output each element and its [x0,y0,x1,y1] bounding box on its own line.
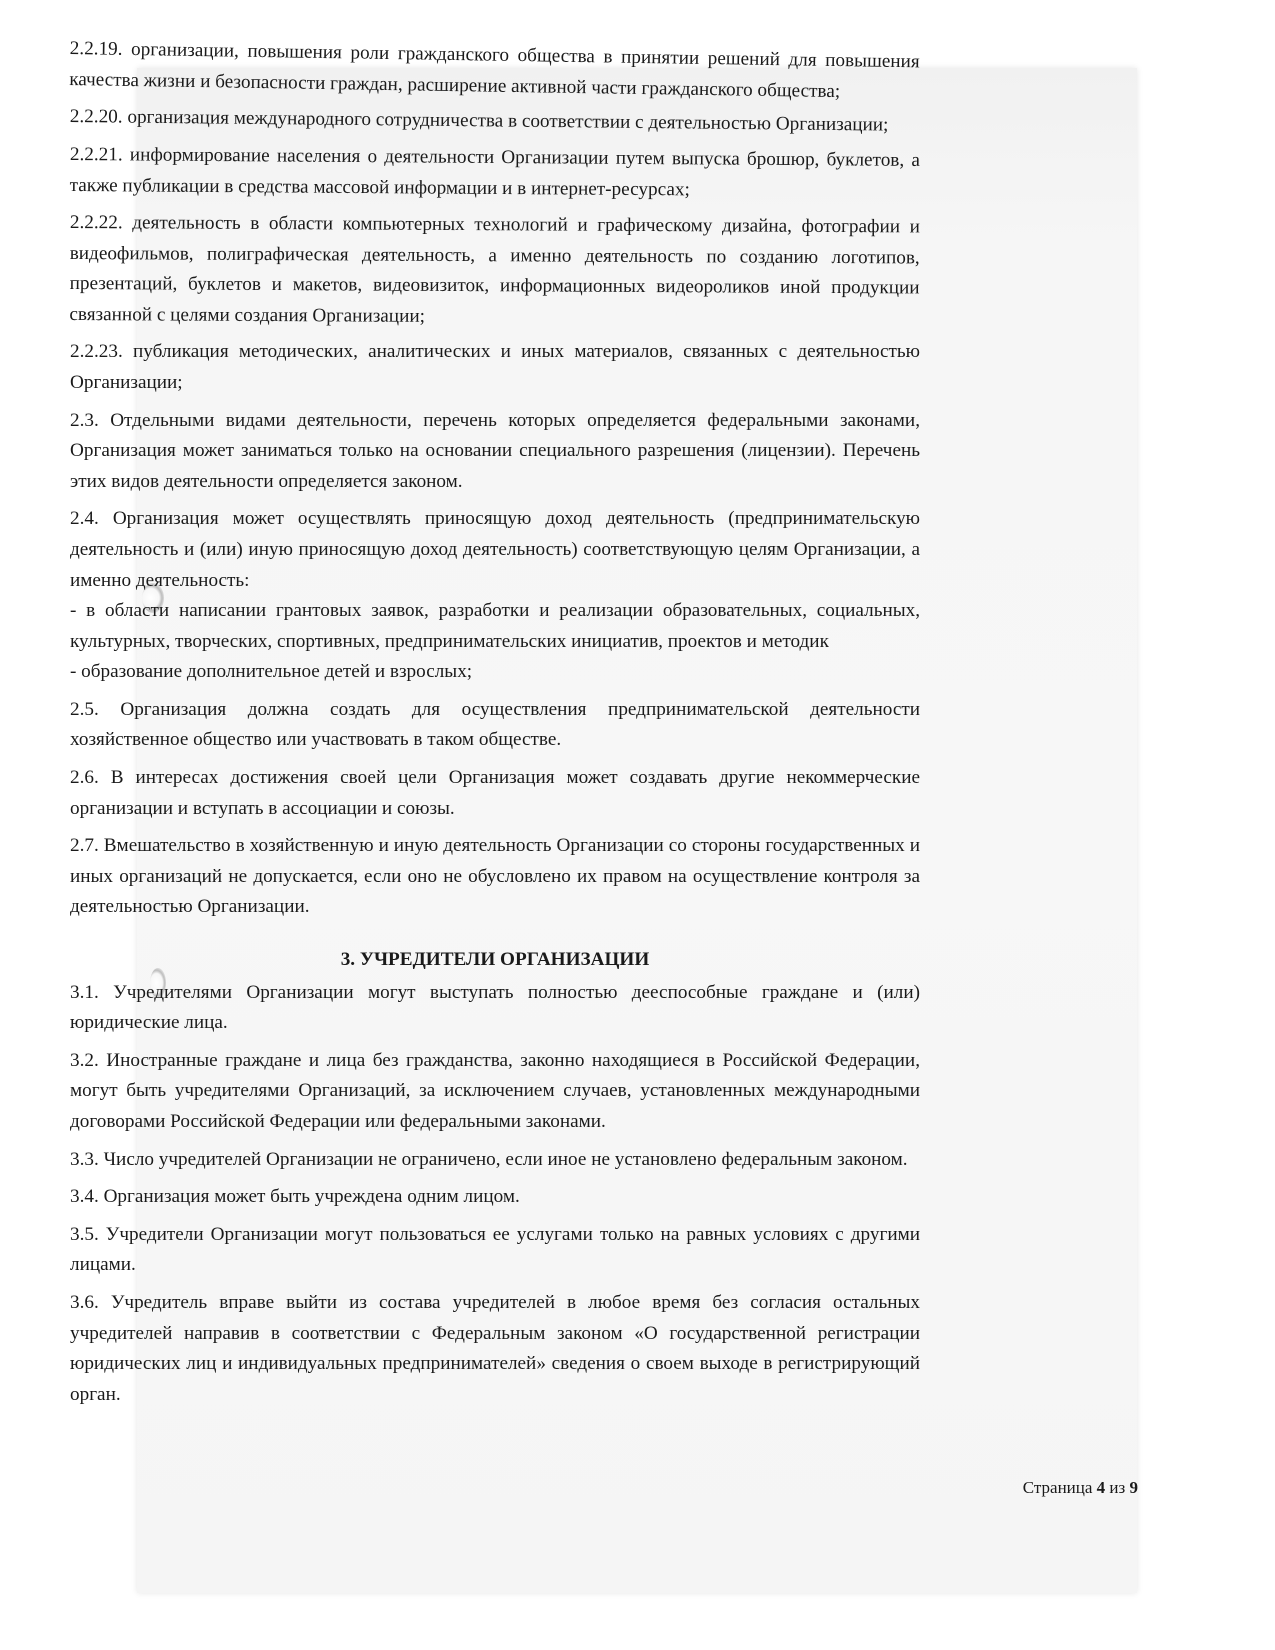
clause-3-3 [70,1145,920,1176]
clause-2-3 [70,406,920,498]
clause-text: Учредителями Организации могут выступать полностью дееспособные граждане и (или) юридические лица. [70,981,921,1034]
clause-3-4 [70,1182,920,1213]
clause-text: Учредители Организации могут пользоваться ее услугами только на равных условиях с другими лицами. [70,1223,921,1276]
clause-text: публикация методических, аналитических и иных материалов, связанных с деятельностью Организации; [70,341,921,393]
clause-text: деятельность в области компьютерных технологий и графическому дизайна, фотографии и видеофильмов, полиграфическая деятельность, а именно деятельность по созданию логотипов, презентаций, буклетов и макетов, видеовизиток, информационных видеороликов иной продукции связанной с целями создания Организации; [69,212,920,327]
clause-text: Учредитель вправе выйти из состава учредителей в любое время без согласия остальных учредителей направив в соответствии с Федеральным законом «О государственной регистрации юридических лиц и индивидуальных предпринимателей» сведения о своем выходе в регистрирующий орган. [70,1291,920,1405]
clause-2-2-21 [70,140,920,207]
clause-number: 3.6. [70,1291,99,1313]
clause-3-6 [70,1288,920,1410]
clause-number: 2.2.20. [69,106,123,128]
clause-number: 2.7. [70,835,99,857]
bullet-item: - в области написании грантовых заявок, разработки и реализации образовательных, социальных, культурных, творческих, спортивных, предпринимательских инициатив, проектов и методик [70,600,920,652]
page-counter [1023,1478,1138,1498]
clause-text: Организация может осуществлять приносящую доход деятельность (предпринимательскую деятельность и (или) иную приносящую доход деятельность) соответствующую целям Организации, а именно деятельность: [70,508,921,591]
clause-number: 2.2.22. [69,211,123,234]
clause-number: 3.5. [70,1223,99,1245]
clause-number: 3.4. [70,1186,99,1208]
clause-number: 3.3. [70,1148,99,1170]
clause-text: Организация может быть учреждена одним лицом. [103,1186,520,1208]
clause-text: Вмешательство в хозяйственную и иную деятельность Организации со стороны государственных и иных организаций не допускается, если оно не обусловлено их правом на осуществление контроля за деятельностью Организации. [70,835,920,918]
clause-2-2-22 [69,208,920,335]
clause-text: организации, повышения роли гражданского общества в принятии решений для повышения качества жизни и безопасности граждан, расширение активной части гражданского общества; [69,38,920,102]
clause-2-2-23 [70,337,920,398]
clause-text: информирование населения о деятельности Организации путем выпуска брошюр, буклетов, а также публикации в средства массовой информации и в интернет-ресурсах; [69,144,920,200]
clause-number: 2.2.19. [69,37,123,60]
clause-number: 2.6. [70,767,99,789]
clause-number: 2.2.23. [70,341,123,363]
clause-number: 2.3. [70,409,99,431]
bullet-item: - образование дополнительное детей и взрослых; [70,661,473,683]
clause-3-5 [70,1220,920,1281]
total-pages-number: 9 [1129,1478,1138,1497]
clause-number: 2.2.21. [69,143,123,166]
clause-2-4 [70,504,920,596]
page-label: Страница [1022,1478,1093,1497]
section-heading: 3. УЧРЕДИТЕЛИ ОРГАНИЗАЦИИ [340,949,650,971]
clause-2-5 [70,695,920,756]
page-of-label: из [1109,1478,1126,1497]
clause-2-7 [70,831,920,923]
clause-3-1 [70,978,920,1039]
clause-number: 2.5. [70,698,99,720]
clause-text: организация международного сотрудничества в соответствии с деятельностью Организации; [127,106,889,136]
clause-text: В интересах достижения своей цели Организация может создавать другие некоммерческие организации и вступать в ассоциации и союзы. [70,767,920,819]
clause-3-2 [70,1046,920,1138]
current-page-number: 4 [1096,1478,1106,1497]
clause-2-6 [70,763,920,824]
clause-number: 2.4. [70,508,99,530]
clause-number: 3.1. [70,981,99,1003]
clause-text: Организация должна создать для осуществления предпринимательской деятельности хозяйственное общество или участвовать в таком обществе. [70,698,920,751]
clause-text: Число учредителей Организации не ограничено, если иное не установлено федеральным законом. [103,1148,908,1170]
clause-number: 3.2. [70,1049,99,1071]
clause-text: Отдельными видами деятельности, перечень которых определяется федеральными законами, Организация может заниматься только на основании специального разрешения (лицензии). Перечень этих видов деятельности определяется законом. [70,409,920,492]
clause-text: Иностранные граждане и лица без гражданства, законно находящиеся в Российской Федерации, могут быть учредителями Организаций, за исключением случаев, установленных международными договорами Российской Федерации или федеральными законами. [70,1049,920,1132]
document-body [70,34,920,1410]
